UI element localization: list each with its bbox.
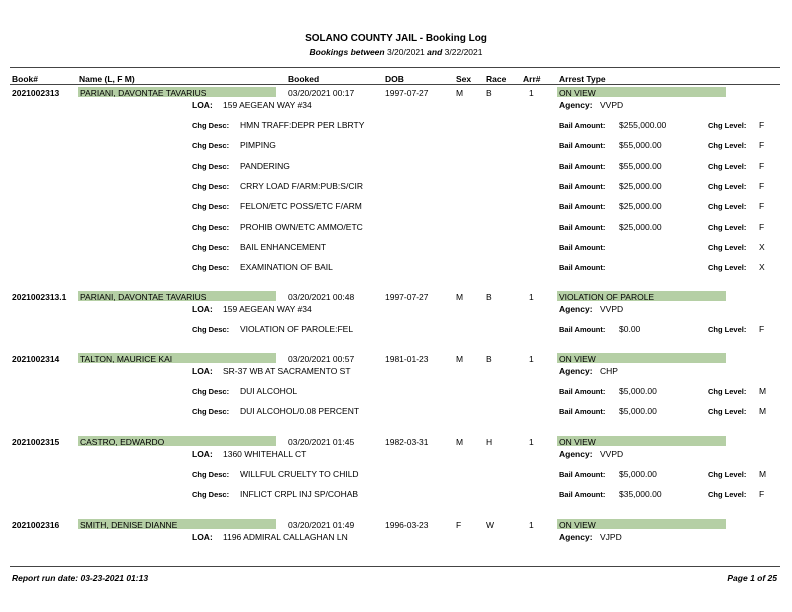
- inmate-name: PARIANI, DAVONTAE TAVARIUS: [80, 292, 207, 302]
- charge-level: X: [759, 241, 765, 252]
- race-value: B: [486, 292, 492, 302]
- footer-rule: [10, 566, 780, 567]
- sex-value: M: [456, 88, 464, 98]
- sex-value: M: [456, 437, 464, 447]
- arresting-agency: VJPD: [600, 532, 622, 542]
- inmate-name: SMITH, DENISE DIANNE: [80, 520, 178, 530]
- charge-desc-label: Chg Desc:: [192, 242, 230, 252]
- arrest-type: ON VIEW: [559, 88, 596, 98]
- bail-amount-label: Bail Amount:: [559, 181, 606, 191]
- charge-level: X: [759, 262, 765, 273]
- charge-description: FELON/ETC POSS/ETC F/ARM: [240, 201, 362, 212]
- bail-amount-label: Bail Amount:: [559, 202, 606, 212]
- bail-amount-label: Bail Amount:: [559, 490, 606, 500]
- arrest-type: VIOLATION OF PAROLE: [559, 292, 655, 302]
- date-of-birth: 1997-07-27: [385, 292, 429, 302]
- charge-level: F: [759, 180, 765, 191]
- bail-amount: $25,000.00: [619, 201, 662, 212]
- charge-description: WILLFUL CRUELTY TO CHILD: [240, 469, 359, 479]
- bail-amount-label: Bail Amount:: [559, 161, 606, 171]
- charge-level-label: Chg Level:: [708, 407, 747, 417]
- charge-desc-label: Chg Desc:: [192, 325, 230, 334]
- bail-amount-label: Bail Amount:: [559, 470, 606, 479]
- loa-label: LOA:: [192, 304, 213, 314]
- charge-level-label: Chg Level:: [708, 387, 747, 396]
- booked-datetime: 03/20/2021 00:48: [288, 292, 355, 302]
- bail-amount: $0.00: [619, 324, 641, 334]
- charge-level-label: Chg Level:: [708, 161, 747, 171]
- charge-level: F: [759, 140, 765, 151]
- agency-label: Agency:: [559, 449, 593, 459]
- bail-amount: $5,000.00: [619, 469, 657, 479]
- sex-value: F: [456, 520, 462, 530]
- agency-label: Agency:: [559, 366, 593, 376]
- col-header-arrest-type: Arrest Type: [559, 74, 606, 84]
- bail-amount-label: Bail Amount:: [559, 387, 606, 396]
- charge-level: F: [759, 324, 765, 334]
- booked-datetime: 03/20/2021 00:17: [288, 88, 355, 98]
- charge-desc-label: Chg Desc:: [192, 121, 230, 130]
- charge-desc-label: Chg Desc:: [192, 470, 230, 479]
- race-value: B: [486, 88, 492, 98]
- sex-value: M: [456, 292, 464, 302]
- arrest-type: ON VIEW: [559, 354, 596, 364]
- charge-description: VIOLATION OF PAROLE:FEL: [240, 324, 354, 334]
- charge-description: PROHIB OWN/ETC AMMO/ETC: [240, 221, 363, 232]
- report-title: SOLANO COUNTY JAIL - Booking Log: [305, 33, 487, 44]
- bail-amount: $55,000.00: [619, 140, 662, 151]
- charge-desc-label: Chg Desc:: [192, 141, 230, 151]
- arrest-number: 1: [529, 88, 534, 98]
- arrest-number: 1: [529, 292, 534, 302]
- col-header-dob: DOB: [385, 74, 404, 84]
- race-value: W: [486, 520, 495, 530]
- charge-description: PIMPING: [240, 140, 276, 151]
- loa-label: LOA:: [192, 532, 213, 542]
- charge-level-label: Chg Level:: [708, 222, 747, 232]
- charge-description: BAIL ENHANCEMENT: [240, 241, 327, 252]
- header-rule-bottom: [10, 84, 780, 85]
- charge-level: M: [759, 386, 767, 396]
- charge-level: F: [759, 201, 765, 212]
- loa-label: LOA:: [192, 449, 213, 459]
- col-header-book: Book#: [12, 74, 38, 84]
- charge-level: M: [759, 469, 767, 479]
- page-number: Page 1 of 25: [727, 573, 777, 583]
- arresting-agency: VVPD: [600, 449, 624, 459]
- booking-number: 2021002316: [12, 520, 60, 530]
- sex-value: M: [456, 354, 464, 364]
- header-rule-top: [10, 67, 780, 68]
- loa-label: LOA:: [192, 366, 213, 376]
- subtitle-and: and: [427, 47, 443, 57]
- loa-label: LOA:: [192, 100, 213, 110]
- location-of-arrest: SR-37 WB AT SACRAMENTO ST: [223, 366, 351, 376]
- charge-level-label: Chg Level:: [708, 181, 747, 191]
- bail-amount-label: Bail Amount:: [559, 141, 606, 151]
- col-header-booked: Booked: [288, 74, 320, 84]
- report-subtitle: [0, 47, 792, 57]
- date-of-birth: 1997-07-27: [385, 88, 429, 98]
- inmate-name: PARIANI, DAVONTAE TAVARIUS: [80, 88, 207, 98]
- charge-level-label: Chg Level:: [708, 490, 747, 500]
- charge-description: EXAMINATION OF BAIL: [240, 262, 333, 273]
- bail-amount: $35,000.00: [619, 489, 662, 500]
- bail-amount: $5,000.00: [619, 406, 657, 417]
- location-of-arrest: 1360 WHITEHALL CT: [223, 449, 307, 459]
- charge-desc-label: Chg Desc:: [192, 407, 230, 417]
- inmate-name: TALTON, MAURICE KAI: [80, 354, 173, 364]
- report-run-date: Report run date: 03-23-2021 01:13: [12, 573, 149, 583]
- bail-amount-label: Bail Amount:: [559, 325, 606, 334]
- arresting-agency: VVPD: [600, 304, 624, 314]
- charge-desc-label: Chg Desc:: [192, 161, 230, 171]
- charge-description: PANDERING: [240, 160, 290, 171]
- race-value: B: [486, 354, 492, 364]
- bail-amount-label: Bail Amount:: [559, 263, 606, 273]
- booking-number: 2021002314: [12, 354, 60, 364]
- col-header-arr: Arr#: [523, 74, 541, 84]
- charge-level-label: Chg Level:: [708, 202, 747, 212]
- booking-number: 2021002313.1: [12, 292, 67, 302]
- location-of-arrest: 159 AEGEAN WAY #34: [223, 304, 312, 314]
- arresting-agency: CHP: [600, 366, 618, 376]
- arrest-number: 1: [529, 437, 534, 447]
- bail-amount-label: Bail Amount:: [559, 121, 606, 130]
- bail-amount: $55,000.00: [619, 160, 662, 171]
- col-header-sex: Sex: [456, 74, 472, 84]
- bail-amount-label: Bail Amount:: [559, 407, 606, 417]
- agency-label: Agency:: [559, 304, 593, 314]
- charge-level-label: Chg Level:: [708, 121, 747, 130]
- date-of-birth: 1996-03-23: [385, 520, 429, 530]
- charge-level: F: [759, 489, 765, 500]
- arrest-type: ON VIEW: [559, 437, 596, 447]
- agency-label: Agency:: [559, 100, 593, 110]
- charge-desc-label: Chg Desc:: [192, 263, 230, 273]
- charge-description: DUI ALCOHOL/0.08 PERCENT: [240, 406, 360, 417]
- booked-datetime: 03/20/2021 01:45: [288, 437, 355, 447]
- booked-datetime: 03/20/2021 00:57: [288, 354, 355, 364]
- arrest-type: ON VIEW: [559, 520, 596, 530]
- bail-amount: $255,000.00: [619, 120, 667, 130]
- charge-level-label: Chg Level:: [708, 141, 747, 151]
- charge-level-label: Chg Level:: [708, 325, 747, 334]
- charge-desc-label: Chg Desc:: [192, 181, 230, 191]
- charge-desc-label: Chg Desc:: [192, 490, 230, 500]
- location-of-arrest: 1196 ADMIRAL CALLAGHAN LN: [223, 532, 348, 542]
- bail-amount-label: Bail Amount:: [559, 242, 606, 252]
- col-header-name: Name (L, F M): [79, 74, 135, 84]
- booking-number: 2021002313: [12, 88, 60, 98]
- booked-datetime: 03/20/2021 01:49: [288, 520, 355, 530]
- arrest-number: 1: [529, 354, 534, 364]
- charge-desc-label: Chg Desc:: [192, 222, 230, 232]
- date-of-birth: 1981-01-23: [385, 354, 429, 364]
- charge-level-label: Chg Level:: [708, 242, 747, 252]
- charge-description: CRRY LOAD F/ARM:PUB:S/CIR: [240, 180, 363, 191]
- arresting-agency: VVPD: [600, 100, 624, 110]
- bail-amount: $25,000.00: [619, 180, 662, 191]
- charge-level: F: [759, 120, 765, 130]
- location-of-arrest: 159 AEGEAN WAY #34: [223, 100, 312, 110]
- charge-level: F: [759, 160, 765, 171]
- charge-desc-label: Chg Desc:: [192, 202, 230, 212]
- bail-amount: $5,000.00: [619, 386, 657, 396]
- charge-description: HMN TRAFF:DEPR PER LBRTY: [240, 120, 365, 130]
- race-value: H: [486, 437, 493, 447]
- charge-description: DUI ALCOHOL: [240, 386, 298, 396]
- charge-desc-label: Chg Desc:: [192, 387, 230, 396]
- charge-level-label: Chg Level:: [708, 470, 747, 479]
- charge-level: M: [759, 406, 767, 417]
- inmate-name: CASTRO, EDWARDO: [80, 437, 165, 447]
- arrest-number: 1: [529, 520, 534, 530]
- booking-number: 2021002315: [12, 437, 60, 447]
- date-from: 3/20/2021: [386, 47, 425, 57]
- subtitle-prefix: Bookings between: [309, 47, 385, 57]
- charge-description: INFLICT CRPL INJ SP/COHAB: [240, 489, 359, 500]
- date-to: 3/22/2021: [444, 47, 483, 57]
- charge-level-label: Chg Level:: [708, 263, 747, 273]
- bail-amount: $25,000.00: [619, 221, 662, 232]
- agency-label: Agency:: [559, 532, 593, 542]
- charge-level: F: [759, 221, 765, 232]
- col-header-race: Race: [486, 74, 507, 84]
- bail-amount-label: Bail Amount:: [559, 222, 606, 232]
- date-of-birth: 1982-03-31: [385, 437, 429, 447]
